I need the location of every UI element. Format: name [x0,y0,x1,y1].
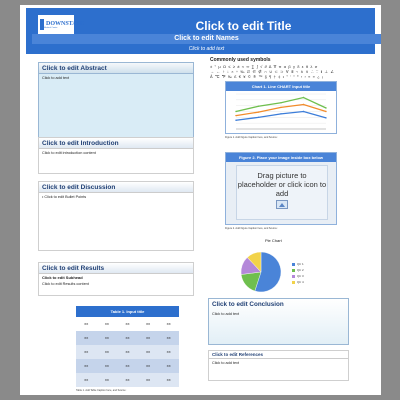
data-point [280,113,281,114]
references-heading[interactable]: Click to edit References [209,351,348,359]
line-chart-plot [226,91,336,133]
table-cell[interactable]: xx [125,349,130,354]
results-heading[interactable]: Click to edit Results [39,263,193,274]
table-cell[interactable]: xx [84,377,89,382]
discussion-heading[interactable]: Click to edit Discussion [39,182,193,193]
discussion-section[interactable] [38,181,194,251]
logo-subtext: Medical Center [44,26,58,29]
table-cell[interactable]: xx [146,335,151,340]
data-point [303,97,304,98]
figure-caption[interactable]: Figure 2. Add Figure Caption here, and Source: [225,227,278,230]
table-cell[interactable]: xx [125,377,130,382]
data-point [258,117,259,118]
data-point [235,111,236,112]
results-subhead[interactable]: Click to edit Subhead [42,275,83,280]
poster-title[interactable]: Click to edit Title [195,19,292,33]
conclusion-section[interactable] [208,298,349,345]
legend-label: Qtr 1 [297,262,304,266]
poster-header [26,8,375,54]
table-cell[interactable]: xx [104,321,109,326]
image-drop-zone[interactable] [236,165,328,220]
table-caption[interactable]: Table 1. Add Table Caption here, and Source: [76,389,127,392]
pie-chart[interactable] [234,247,288,297]
pie-chart-title: Pie Chart [265,238,282,243]
table-row [76,359,179,373]
table-cell[interactable]: xx [146,321,151,326]
data-point [280,107,281,108]
table-cell[interactable]: xx [166,377,171,382]
data-point [303,111,304,112]
data-point [325,117,326,118]
legend-label: Qtr 2 [297,268,304,272]
logo-text: DOWNSTATE [46,20,85,27]
conclusion-body[interactable]: Click to add text [212,312,240,316]
table-cell[interactable]: xx [166,363,171,368]
pie-legend [292,261,304,285]
results-body[interactable]: Click to edit Results content [42,282,89,286]
legend-label: Qtr 3 [297,274,304,278]
data-point [258,111,259,112]
legend-swatch [292,263,295,266]
poster-names[interactable]: Click to edit Names [32,34,381,44]
legend-label: Qtr 4 [297,280,304,284]
conclusion-heading[interactable]: Click to edit Conclusion [212,301,284,308]
legend-swatch [292,281,295,284]
table-cell[interactable]: xx [146,349,151,354]
image-placeholder-figure[interactable] [225,152,337,225]
table-cell[interactable]: xx [84,349,89,354]
table-cell[interactable]: xx [166,349,171,354]
introduction-section[interactable] [38,137,194,174]
table-row [76,317,179,331]
table-cell[interactable]: xx [104,363,109,368]
table-cell[interactable]: xx [146,377,151,382]
table-row [76,373,179,387]
insert-picture-icon[interactable] [276,200,288,209]
table-cell[interactable]: xx [104,335,109,340]
table-cell[interactable]: xx [166,335,171,340]
table-title[interactable]: Table 1. Input title [76,306,179,317]
table-cell[interactable]: xx [84,335,89,340]
table-cell[interactable]: xx [125,335,130,340]
discussion-body[interactable]: • Click to edit Bullet Points [42,195,87,199]
data-point [325,111,326,112]
data-point [235,115,236,116]
abstract-body[interactable]: Click to add text [42,76,70,80]
poster-info[interactable]: Click to add text [188,46,225,52]
table-cell[interactable]: xx [104,349,109,354]
symbols-row[interactable]: → ← ↑ ↓ × ÷ ‰ ∅ ∈ ∉ ∩ ∪ ⊂ ⊃ ∀ ∃ ¬ ∧ ∨ ∴ ∵ ‖ ⊥ ∠ [210,69,335,74]
references-body[interactable]: Click to add text [212,361,240,365]
introduction-heading[interactable]: Click to edit Introduction [39,138,193,149]
image-placeholder-text: Drag picture to placeholder or click icon to add [237,171,327,198]
data-point [280,102,281,103]
table-cell[interactable]: xx [166,321,171,326]
table-cell[interactable]: xx [104,377,109,382]
series-line-3 [236,112,326,121]
line-chart[interactable] [225,81,337,134]
abstract-heading[interactable]: Click to edit Abstract [39,63,193,74]
table-row [76,331,179,345]
data-point [258,106,259,107]
symbols-title: Commonly used symbols [210,57,271,63]
data-point [325,107,326,108]
table-cell[interactable]: xx [146,363,151,368]
legend-swatch [292,269,295,272]
line-chart-caption[interactable]: Figure 1. Add Figure Caption here, and Source: [225,136,278,139]
references-section[interactable] [208,350,349,381]
data-table[interactable] [76,306,179,388]
logo [38,15,85,34]
table-cell[interactable]: xx [84,321,89,326]
table-cell[interactable]: xx [125,321,130,326]
figure-title[interactable]: Figure 2. Place your image inside box below [226,153,336,162]
poster-canvas [20,5,381,395]
introduction-body[interactable]: Click to edit introduction content [42,151,96,155]
line-chart-title[interactable]: Chart 1. Line CHART Input title [226,82,336,91]
symbols-row[interactable]: Å ℃ ℉ ‰ £ € ¥ © ® ™ § ¶ † ‡ • ° ′ ″ ‴ ‹ › « » ¿ ¡ [210,74,324,79]
results-section[interactable] [38,262,194,296]
series-line-1 [236,98,326,112]
legend-item [292,279,304,285]
data-point [235,120,236,121]
symbols-row[interactable]: ± ° µ Ω ≤ ≥ ≠ ≈ ∞ ∑ ∫ √ ∂ ∆ ∇ π α β γ δ ε θ λ σ [210,64,318,69]
data-point [303,104,304,105]
table-cell[interactable]: xx [84,363,89,368]
legend-swatch [292,275,295,278]
table-cell[interactable]: xx [125,363,130,368]
table-row [76,345,179,359]
